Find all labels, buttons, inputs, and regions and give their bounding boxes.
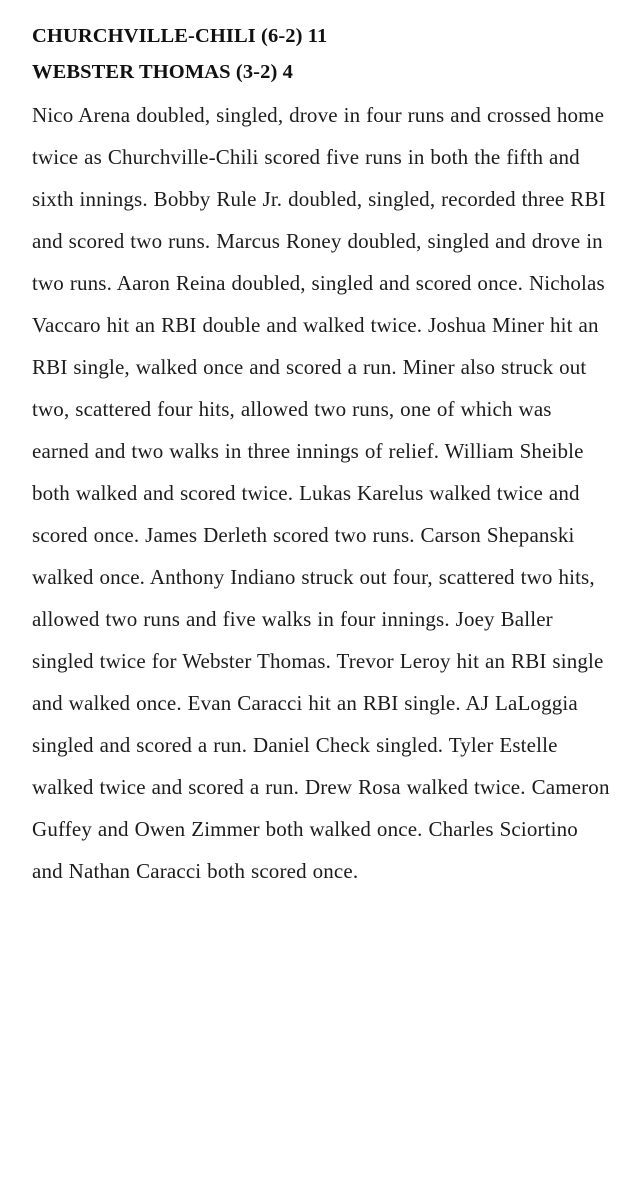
recap-body-text: Nico Arena doubled, singled, drove in four runs and crossed home twice as Churchville-Chili scored five runs in both the fifth and sixth innings. Bobby Rule Jr. doubled, singled, recorded three RBI and scored two runs. Marcus Roney doubled, singled and drove in two runs. Aaron Reina doubled, singled and scored once. Nicholas Vaccaro hit an RBI double and walked twice. Joshua Miner hit an RBI single, walked once and scored a run. Miner also struck out two, scattered four hits, allowed two runs, one of which was earned and two walks in three innings of relief. William Sheible both walked and scored twice. Lukas Karelus walked twice and scored once. James Derleth scored two runs. Carson Shepanski walked once. Anthony Indiano struck out four, scattered two hits, allowed two runs and five walks in four innings. Joey Baller singled twice for Webster Thomas. Trevor Leroy hit an RBI single and walked once. Evan Caracci hit an RBI single. AJ LaLoggia singled and scored a run. Daniel Check singled. Tyler Estelle walked twice and scored a run. Drew Rosa walked twice. Cameron Guffey and Owen Zimmer both walked once. Charles Sciortino and Nathan Caracci both scored once. xyxy=(32,103,610,883)
game-recap-article xyxy=(32,18,612,892)
headline-home-team: CHURCHVILLE-CHILI (6-2) 11 xyxy=(32,25,328,47)
headline-away-team: WEBSTER THOMAS (3-2) 4 xyxy=(32,61,293,83)
